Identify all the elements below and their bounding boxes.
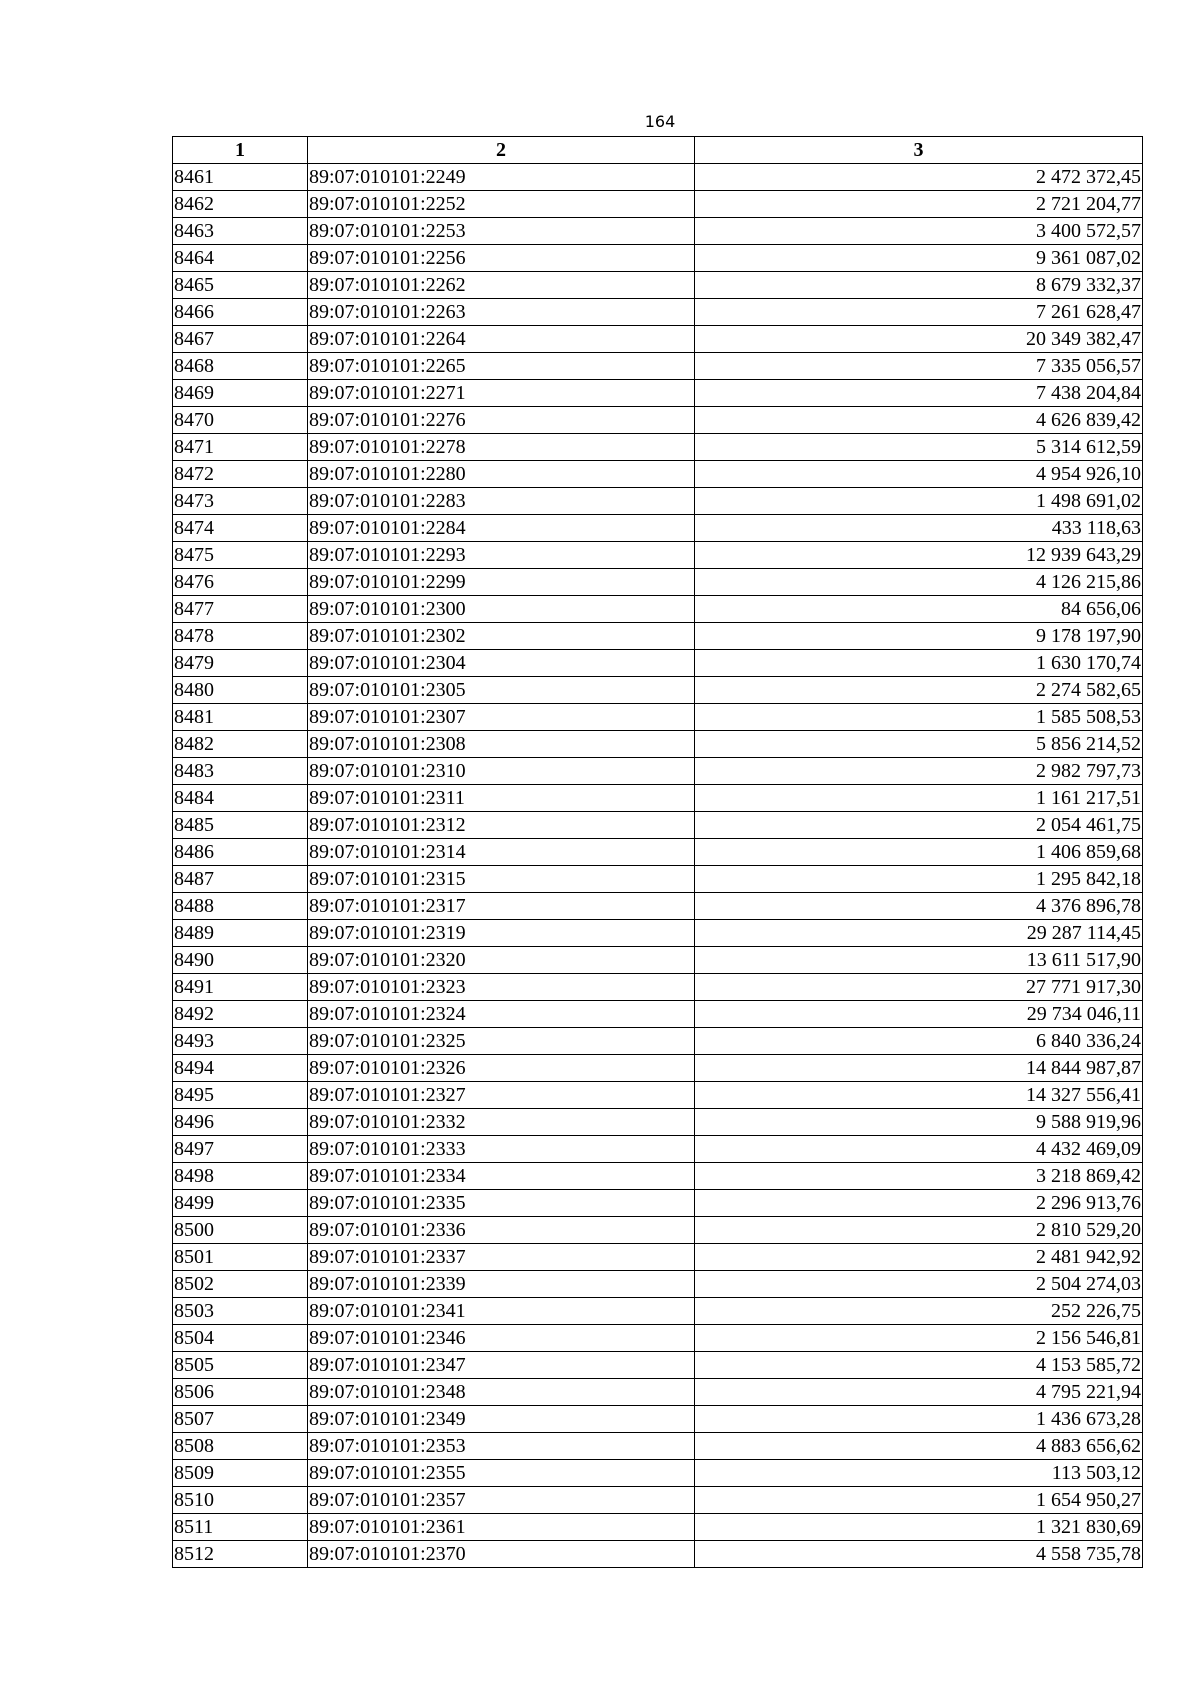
row-number-cell: 8481 bbox=[173, 704, 308, 731]
row-number-cell: 8490 bbox=[173, 947, 308, 974]
row-number-cell: 8501 bbox=[173, 1244, 308, 1271]
cadastral-number-cell: 89:07:010101:2249 bbox=[308, 164, 695, 191]
table-row bbox=[173, 596, 1143, 623]
table-row bbox=[173, 1433, 1143, 1460]
row-number-cell: 8477 bbox=[173, 596, 308, 623]
row-number-cell: 8483 bbox=[173, 758, 308, 785]
row-number-cell: 8505 bbox=[173, 1352, 308, 1379]
cadastral-value-cell: 4 626 839,42 bbox=[695, 407, 1143, 434]
cadastral-number-cell: 89:07:010101:2283 bbox=[308, 488, 695, 515]
table-row bbox=[173, 1109, 1143, 1136]
cadastral-value-cell: 84 656,06 bbox=[695, 596, 1143, 623]
cadastral-number-cell: 89:07:010101:2333 bbox=[308, 1136, 695, 1163]
cadastral-value-cell: 9 361 087,02 bbox=[695, 245, 1143, 272]
cadastral-value-cell: 1 321 830,69 bbox=[695, 1514, 1143, 1541]
cadastral-value-cell: 14 844 987,87 bbox=[695, 1055, 1143, 1082]
cadastral-value-cell: 1 406 859,68 bbox=[695, 839, 1143, 866]
cadastral-value-cell: 5 314 612,59 bbox=[695, 434, 1143, 461]
cadastral-number-cell: 89:07:010101:2346 bbox=[308, 1325, 695, 1352]
table-row bbox=[173, 191, 1143, 218]
cadastral-number-cell: 89:07:010101:2252 bbox=[308, 191, 695, 218]
cadastral-value-cell: 2 982 797,73 bbox=[695, 758, 1143, 785]
table-row bbox=[173, 353, 1143, 380]
row-number-cell: 8489 bbox=[173, 920, 308, 947]
row-number-cell: 8494 bbox=[173, 1055, 308, 1082]
cadastral-value-cell: 1 161 217,51 bbox=[695, 785, 1143, 812]
cadastral-value-cell: 3 218 869,42 bbox=[695, 1163, 1143, 1190]
cadastral-value-cell: 13 611 517,90 bbox=[695, 947, 1143, 974]
cadastral-number-cell: 89:07:010101:2263 bbox=[308, 299, 695, 326]
row-number-cell: 8482 bbox=[173, 731, 308, 758]
cadastral-number-cell: 89:07:010101:2326 bbox=[308, 1055, 695, 1082]
cadastral-value-cell: 14 327 556,41 bbox=[695, 1082, 1143, 1109]
cadastral-number-cell: 89:07:010101:2299 bbox=[308, 569, 695, 596]
row-number-cell: 8495 bbox=[173, 1082, 308, 1109]
cadastral-value-cell: 4 954 926,10 bbox=[695, 461, 1143, 488]
cadastral-number-cell: 89:07:010101:2341 bbox=[308, 1298, 695, 1325]
cadastral-value-cell: 1 585 508,53 bbox=[695, 704, 1143, 731]
cadastral-number-cell: 89:07:010101:2280 bbox=[308, 461, 695, 488]
cadastral-number-cell: 89:07:010101:2357 bbox=[308, 1487, 695, 1514]
cadastral-number-cell: 89:07:010101:2308 bbox=[308, 731, 695, 758]
row-number-cell: 8493 bbox=[173, 1028, 308, 1055]
cadastral-number-cell: 89:07:010101:2310 bbox=[308, 758, 695, 785]
table-row bbox=[173, 920, 1143, 947]
cadastral-number-cell: 89:07:010101:2256 bbox=[308, 245, 695, 272]
cadastral-value-cell: 5 856 214,52 bbox=[695, 731, 1143, 758]
table-row bbox=[173, 704, 1143, 731]
row-number-cell: 8506 bbox=[173, 1379, 308, 1406]
cadastral-number-cell: 89:07:010101:2336 bbox=[308, 1217, 695, 1244]
cadastral-number-cell: 89:07:010101:2264 bbox=[308, 326, 695, 353]
cadastral-number-cell: 89:07:010101:2320 bbox=[308, 947, 695, 974]
cadastral-value-cell: 4 795 221,94 bbox=[695, 1379, 1143, 1406]
row-number-cell: 8470 bbox=[173, 407, 308, 434]
table-row bbox=[173, 1514, 1143, 1541]
cadastral-value-cell: 2 296 913,76 bbox=[695, 1190, 1143, 1217]
table-row bbox=[173, 407, 1143, 434]
row-number-cell: 8472 bbox=[173, 461, 308, 488]
cadastral-number-cell: 89:07:010101:2337 bbox=[308, 1244, 695, 1271]
table-row bbox=[173, 272, 1143, 299]
cadastral-value-cell: 20 349 382,47 bbox=[695, 326, 1143, 353]
table-row bbox=[173, 1379, 1143, 1406]
cadastral-value-cell: 2 274 582,65 bbox=[695, 677, 1143, 704]
cadastral-value-cell: 1 498 691,02 bbox=[695, 488, 1143, 515]
cadastral-number-cell: 89:07:010101:2253 bbox=[308, 218, 695, 245]
cadastral-number-cell: 89:07:010101:2284 bbox=[308, 515, 695, 542]
cadastral-number-cell: 89:07:010101:2339 bbox=[308, 1271, 695, 1298]
cadastral-value-cell: 29 734 046,11 bbox=[695, 1001, 1143, 1028]
cadastral-number-cell: 89:07:010101:2311 bbox=[308, 785, 695, 812]
cadastral-number-cell: 89:07:010101:2293 bbox=[308, 542, 695, 569]
table-row bbox=[173, 569, 1143, 596]
table-row bbox=[173, 380, 1143, 407]
row-number-cell: 8504 bbox=[173, 1325, 308, 1352]
table-row bbox=[173, 1352, 1143, 1379]
table-header bbox=[173, 137, 1143, 164]
table-row bbox=[173, 542, 1143, 569]
table-row bbox=[173, 785, 1143, 812]
table-row bbox=[173, 164, 1143, 191]
cadastral-value-cell: 6 840 336,24 bbox=[695, 1028, 1143, 1055]
cadastral-number-cell: 89:07:010101:2312 bbox=[308, 812, 695, 839]
cadastral-value-cell: 4 558 735,78 bbox=[695, 1541, 1143, 1568]
cadastral-number-cell: 89:07:010101:2262 bbox=[308, 272, 695, 299]
cadastral-value-cell: 1 436 673,28 bbox=[695, 1406, 1143, 1433]
cadastral-value-cell: 113 503,12 bbox=[695, 1460, 1143, 1487]
cadastral-value-cell: 1 630 170,74 bbox=[695, 650, 1143, 677]
table-row bbox=[173, 677, 1143, 704]
cadastral-value-cell: 9 588 919,96 bbox=[695, 1109, 1143, 1136]
header-row bbox=[173, 137, 1143, 164]
row-number-cell: 8509 bbox=[173, 1460, 308, 1487]
row-number-cell: 8474 bbox=[173, 515, 308, 542]
row-number-cell: 8508 bbox=[173, 1433, 308, 1460]
cadastral-number-cell: 89:07:010101:2304 bbox=[308, 650, 695, 677]
table-row bbox=[173, 1325, 1143, 1352]
row-number-cell: 8507 bbox=[173, 1406, 308, 1433]
cadastral-number-cell: 89:07:010101:2323 bbox=[308, 974, 695, 1001]
cadastral-number-cell: 89:07:010101:2276 bbox=[308, 407, 695, 434]
cadastral-number-cell: 89:07:010101:2319 bbox=[308, 920, 695, 947]
cadastral-value-cell: 4 432 469,09 bbox=[695, 1136, 1143, 1163]
row-number-cell: 8500 bbox=[173, 1217, 308, 1244]
table-row bbox=[173, 1298, 1143, 1325]
row-number-cell: 8467 bbox=[173, 326, 308, 353]
row-number-cell: 8480 bbox=[173, 677, 308, 704]
table-row bbox=[173, 839, 1143, 866]
table-row bbox=[173, 812, 1143, 839]
cadastral-number-cell: 89:07:010101:2278 bbox=[308, 434, 695, 461]
cadastral-value-cell: 1 654 950,27 bbox=[695, 1487, 1143, 1514]
cadastral-number-cell: 89:07:010101:2265 bbox=[308, 353, 695, 380]
row-number-cell: 8465 bbox=[173, 272, 308, 299]
table-row bbox=[173, 650, 1143, 677]
table-row bbox=[173, 1460, 1143, 1487]
row-number-cell: 8475 bbox=[173, 542, 308, 569]
row-number-cell: 8462 bbox=[173, 191, 308, 218]
cadastral-number-cell: 89:07:010101:2324 bbox=[308, 1001, 695, 1028]
table-row bbox=[173, 1082, 1143, 1109]
table-row bbox=[173, 1055, 1143, 1082]
row-number-cell: 8498 bbox=[173, 1163, 308, 1190]
table-row bbox=[173, 461, 1143, 488]
row-number-cell: 8497 bbox=[173, 1136, 308, 1163]
column-header-1: 1 bbox=[173, 137, 308, 164]
table-row bbox=[173, 1136, 1143, 1163]
column-header-3: 3 bbox=[695, 137, 1143, 164]
row-number-cell: 8479 bbox=[173, 650, 308, 677]
table-row bbox=[173, 974, 1143, 1001]
cadastral-number-cell: 89:07:010101:2314 bbox=[308, 839, 695, 866]
cadastral-number-cell: 89:07:010101:2317 bbox=[308, 893, 695, 920]
table-row bbox=[173, 488, 1143, 515]
table-row bbox=[173, 947, 1143, 974]
column-header-2: 2 bbox=[308, 137, 695, 164]
table-row bbox=[173, 299, 1143, 326]
row-number-cell: 8471 bbox=[173, 434, 308, 461]
cadastral-value-cell: 1 295 842,18 bbox=[695, 866, 1143, 893]
cadastral-value-cell: 2 721 204,77 bbox=[695, 191, 1143, 218]
cadastral-number-cell: 89:07:010101:2361 bbox=[308, 1514, 695, 1541]
table-row bbox=[173, 758, 1143, 785]
row-number-cell: 8496 bbox=[173, 1109, 308, 1136]
cadastral-number-cell: 89:07:010101:2348 bbox=[308, 1379, 695, 1406]
row-number-cell: 8511 bbox=[173, 1514, 308, 1541]
cadastral-number-cell: 89:07:010101:2305 bbox=[308, 677, 695, 704]
table-row bbox=[173, 515, 1143, 542]
table-row bbox=[173, 1541, 1143, 1568]
row-number-cell: 8503 bbox=[173, 1298, 308, 1325]
cadastral-value-cell: 4 126 215,86 bbox=[695, 569, 1143, 596]
cadastral-value-cell: 2 810 529,20 bbox=[695, 1217, 1143, 1244]
table-body bbox=[173, 164, 1143, 1568]
table-row bbox=[173, 1217, 1143, 1244]
table-row bbox=[173, 1001, 1143, 1028]
cadastral-number-cell: 89:07:010101:2325 bbox=[308, 1028, 695, 1055]
table-row bbox=[173, 326, 1143, 353]
row-number-cell: 8502 bbox=[173, 1271, 308, 1298]
row-number-cell: 8476 bbox=[173, 569, 308, 596]
row-number-cell: 8488 bbox=[173, 893, 308, 920]
cadastral-value-cell: 4 376 896,78 bbox=[695, 893, 1143, 920]
row-number-cell: 8512 bbox=[173, 1541, 308, 1568]
table-row bbox=[173, 1406, 1143, 1433]
table-row bbox=[173, 245, 1143, 272]
row-number-cell: 8484 bbox=[173, 785, 308, 812]
table-row bbox=[173, 1487, 1143, 1514]
table-row bbox=[173, 1271, 1143, 1298]
cadastral-value-cell: 2 054 461,75 bbox=[695, 812, 1143, 839]
table-row bbox=[173, 893, 1143, 920]
cadastral-value-cell: 252 226,75 bbox=[695, 1298, 1143, 1325]
register-table bbox=[172, 136, 1143, 1568]
row-number-cell: 8485 bbox=[173, 812, 308, 839]
cadastral-value-cell: 8 679 332,37 bbox=[695, 272, 1143, 299]
table-row bbox=[173, 1163, 1143, 1190]
row-number-cell: 8492 bbox=[173, 1001, 308, 1028]
table-row bbox=[173, 1244, 1143, 1271]
table-row bbox=[173, 434, 1143, 461]
row-number-cell: 8468 bbox=[173, 353, 308, 380]
row-number-cell: 8491 bbox=[173, 974, 308, 1001]
cadastral-number-cell: 89:07:010101:2335 bbox=[308, 1190, 695, 1217]
cadastral-value-cell: 2 156 546,81 bbox=[695, 1325, 1143, 1352]
cadastral-value-cell: 9 178 197,90 bbox=[695, 623, 1143, 650]
table-row bbox=[173, 866, 1143, 893]
cadastral-value-cell: 27 771 917,30 bbox=[695, 974, 1143, 1001]
cadastral-value-cell: 4 883 656,62 bbox=[695, 1433, 1143, 1460]
cadastral-value-cell: 7 261 628,47 bbox=[695, 299, 1143, 326]
cadastral-number-cell: 89:07:010101:2355 bbox=[308, 1460, 695, 1487]
cadastral-value-cell: 3 400 572,57 bbox=[695, 218, 1143, 245]
cadastral-value-cell: 2 481 942,92 bbox=[695, 1244, 1143, 1271]
cadastral-number-cell: 89:07:010101:2307 bbox=[308, 704, 695, 731]
cadastral-value-cell: 12 939 643,29 bbox=[695, 542, 1143, 569]
row-number-cell: 8478 bbox=[173, 623, 308, 650]
cadastral-number-cell: 89:07:010101:2332 bbox=[308, 1109, 695, 1136]
cadastral-number-cell: 89:07:010101:2349 bbox=[308, 1406, 695, 1433]
cadastral-number-cell: 89:07:010101:2327 bbox=[308, 1082, 695, 1109]
cadastral-value-cell: 7 438 204,84 bbox=[695, 380, 1143, 407]
row-number-cell: 8464 bbox=[173, 245, 308, 272]
row-number-cell: 8466 bbox=[173, 299, 308, 326]
row-number-cell: 8486 bbox=[173, 839, 308, 866]
row-number-cell: 8461 bbox=[173, 164, 308, 191]
cadastral-number-cell: 89:07:010101:2302 bbox=[308, 623, 695, 650]
table-row bbox=[173, 623, 1143, 650]
table-row bbox=[173, 1028, 1143, 1055]
cadastral-value-cell: 2 472 372,45 bbox=[695, 164, 1143, 191]
cadastral-value-cell: 2 504 274,03 bbox=[695, 1271, 1143, 1298]
cadastral-value-cell: 7 335 056,57 bbox=[695, 353, 1143, 380]
row-number-cell: 8487 bbox=[173, 866, 308, 893]
table-row bbox=[173, 1190, 1143, 1217]
row-number-cell: 8510 bbox=[173, 1487, 308, 1514]
cadastral-number-cell: 89:07:010101:2300 bbox=[308, 596, 695, 623]
cadastral-value-cell: 4 153 585,72 bbox=[695, 1352, 1143, 1379]
row-number-cell: 8499 bbox=[173, 1190, 308, 1217]
table-row bbox=[173, 218, 1143, 245]
row-number-cell: 8469 bbox=[173, 380, 308, 407]
cadastral-number-cell: 89:07:010101:2347 bbox=[308, 1352, 695, 1379]
page-number: 164 bbox=[644, 112, 676, 131]
cadastral-number-cell: 89:07:010101:2334 bbox=[308, 1163, 695, 1190]
table-row bbox=[173, 731, 1143, 758]
cadastral-number-cell: 89:07:010101:2315 bbox=[308, 866, 695, 893]
cadastral-value-cell: 29 287 114,45 bbox=[695, 920, 1143, 947]
cadastral-number-cell: 89:07:010101:2271 bbox=[308, 380, 695, 407]
row-number-cell: 8473 bbox=[173, 488, 308, 515]
row-number-cell: 8463 bbox=[173, 218, 308, 245]
cadastral-value-cell: 433 118,63 bbox=[695, 515, 1143, 542]
cadastral-number-cell: 89:07:010101:2370 bbox=[308, 1541, 695, 1568]
cadastral-number-cell: 89:07:010101:2353 bbox=[308, 1433, 695, 1460]
